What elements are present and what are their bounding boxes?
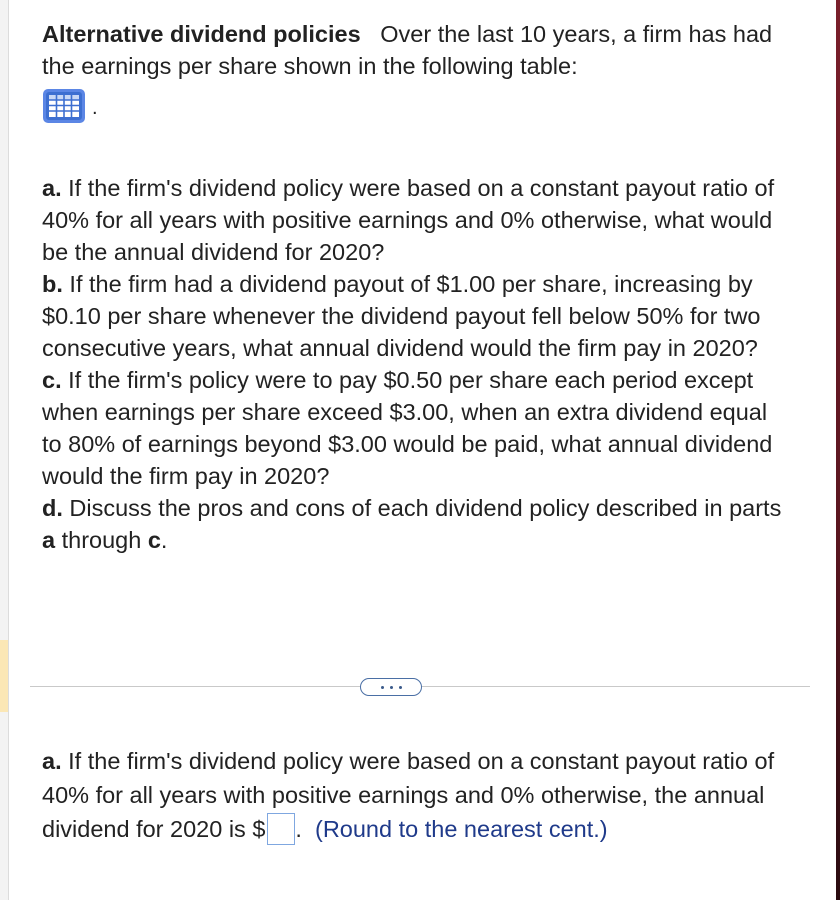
ellipsis-icon	[378, 686, 405, 689]
questions-list	[42, 172, 792, 556]
question-label: c.	[42, 367, 62, 393]
question-label: d.	[42, 495, 63, 521]
table-icon-row	[42, 82, 792, 124]
part-c-ref: c	[147, 527, 161, 553]
question-d	[42, 492, 792, 556]
problem-intro	[42, 18, 792, 82]
question-a	[42, 172, 792, 268]
question-text: If the firm had a dividend payout of $1.00 per share, increasing by $0.10 per share whenever the dividend payout fell below 50% for two consecutive years, what annual dividend would the firm pay in 2020?	[42, 271, 761, 361]
problem-intro-text: Over the last 10 years, a firm has had the earnings per share shown in the following table:	[42, 21, 773, 79]
question-c	[42, 364, 792, 492]
answer-text: If the firm's dividend policy were based on a constant payout ratio of 40% for all years with positive earnings and 0% otherwise, the annual dividend for 2020 is $	[42, 748, 775, 842]
question-text: Discuss the pros and cons of each dividend policy described in parts	[69, 495, 782, 521]
question-label: b.	[42, 271, 63, 297]
data-table-icon[interactable]	[42, 88, 86, 124]
question-b	[42, 268, 792, 364]
left-panel-accent	[0, 640, 8, 712]
question-text-end: .	[160, 527, 168, 553]
question-text: If the firm's dividend policy were based on a constant payout ratio of 40% for all years with positive earnings and 0% otherwise, what would be the annual dividend for 2020?	[42, 175, 775, 265]
dividend-answer-input[interactable]	[267, 813, 295, 845]
rounding-hint: (Round to the nearest cent.)	[315, 816, 608, 842]
icon-trailing-period: .	[92, 97, 98, 119]
expand-more-button[interactable]	[360, 678, 422, 696]
answer-trailing-period: .	[295, 816, 302, 842]
problem-title: Alternative dividend policies	[42, 21, 361, 47]
question-text-mid: through	[61, 527, 142, 553]
problem-statement	[42, 18, 792, 556]
answer-label: a.	[42, 748, 62, 774]
answer-section	[42, 744, 792, 846]
question-text: If the firm's policy were to pay $0.50 per share each period except when earnings per share exceed $3.00, when an extra dividend equal to 80% of earnings beyond $3.00 would be paid, what annual dividend would the firm pay in 2020?	[42, 367, 773, 489]
part-a-ref: a	[42, 527, 56, 553]
question-label: a.	[42, 175, 62, 201]
left-panel-border	[0, 0, 9, 900]
window-edge	[836, 0, 840, 900]
